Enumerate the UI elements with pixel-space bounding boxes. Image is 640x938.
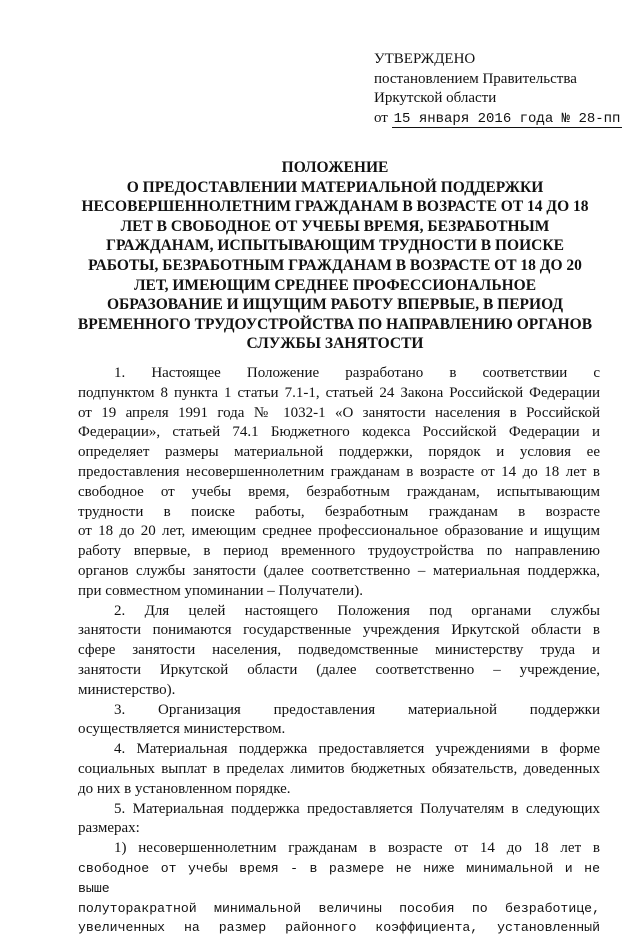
title-line: О ПРЕДОСТАВЛЕНИИ МАТЕРИАЛЬНОЙ ПОДДЕРЖКИ	[126, 178, 544, 196]
body-line: 1) несовершеннолетним гражданам в возрасте от 14 до 18 лет в	[114, 840, 600, 857]
title-line: ЛЕТ, ИМЕЮЩИМ СРЕДНЕЕ ПРОФЕССИОНАЛЬНОЕ	[133, 276, 537, 294]
body-line: социальных выплат в пределах лимитов бюджетных обязательств, доведенных	[78, 760, 600, 777]
body-line: Федерации», статьей 74.1 Бюджетного кодекса Российской Федерации и	[78, 424, 600, 441]
title-line: РАБОТЫ, БЕЗРАБОТНЫМ ГРАЖДАНАМ В ВОЗРАСТЕ ОТ 18 ДО 20	[88, 256, 582, 274]
body-line: полуторакратной минимальной величины пособия по безработице,	[78, 900, 600, 916]
body-line: до них в установленном порядке.	[78, 780, 291, 797]
body-line: сфере занятости населения, подведомственные министерству труда и	[78, 642, 600, 659]
document-body	[78, 364, 600, 938]
body-line: 4. Материальная поддержка предоставляется учреждениями в форме	[114, 741, 600, 758]
body-line: органов службы занятости (далее соответственно – материальная поддержка,	[78, 562, 600, 579]
body-line: осуществляется министерством.	[78, 721, 286, 738]
body-line: от 19 апреля 1991 года № 1032-1 «О занятости населения в Российской	[78, 404, 600, 421]
body-line: размерах:	[78, 820, 140, 837]
approval-date-line	[374, 109, 622, 130]
title-line: ПОЛОЖЕНИЕ	[281, 159, 389, 176]
title-line: ОБРАЗОВАНИЕ И ИЩУЩИМ РАБОТУ ВПЕРВЫЕ, В ПЕРИОД	[106, 296, 564, 314]
body-line: подпунктом 8 пункта 1 статьи 7.1-1, статьей 24 Закона Российской Федерации	[78, 384, 600, 401]
body-line: 2. Для целей настоящего Положения под органами службы	[114, 602, 600, 619]
body-line: занятости Иркутской области (далее соответственно – учреждение,	[78, 661, 600, 678]
body-line: занятости понимаются государственные учреждения Иркутской области в	[78, 622, 600, 639]
body-line: министерство).	[78, 681, 176, 698]
approval-word: УТВЕРЖДЕНО	[374, 51, 476, 67]
body-line: при совместном упоминании – Получатели).	[78, 582, 363, 599]
title-line: СЛУЖБЫ ЗАНЯТОСТИ	[246, 335, 424, 353]
title-line: ВРЕМЕННОГО ТРУДОУСТРОЙСТВА ПО НАПРАВЛЕНИЮ ОРГАНОВ	[77, 315, 593, 333]
body-line: определяет размеры материальной поддержки, порядок и условия ее	[78, 444, 600, 461]
body-line: 1. Настоящее Положение разработано в соответствии с	[114, 365, 600, 381]
body-line: 5. Материальная поддержка предоставляется Получателям в следующих	[114, 800, 600, 817]
approval-date-value: 15 января 2016 года № 28-пп	[393, 110, 621, 127]
body-line: увеличенных на размер районного коэффициента, установленный	[78, 920, 600, 936]
title-line: НЕСОВЕРШЕННОЛЕТНИМ ГРАЖДАНАМ В ВОЗРАСТЕ ОТ 14 ДО 18	[81, 198, 589, 216]
approval-region: Иркутской области	[374, 90, 497, 106]
body-line: от 18 до 20 лет, имеющим среднее профессиональное образование и ищущим	[78, 523, 600, 540]
body-line: свободное от учебы время - в размере не ниже минимальной и не выше	[78, 860, 600, 896]
document-title	[70, 158, 600, 354]
approval-authority: постановлением Правительства	[374, 70, 577, 87]
approval-date-prefix: от	[374, 109, 388, 126]
title-line: ЛЕТ В СВОБОДНОЕ ОТ УЧЕБЫ ВРЕМЯ, БЕЗРАБОТНЫМ	[120, 217, 550, 235]
body-line: работу впервые, в период временного трудоустройства по направлению	[78, 543, 600, 560]
title-line: ГРАЖДАНАМ, ИСПЫТЫВАЮЩИМ ТРУДНОСТИ В ПОИСКЕ	[106, 237, 564, 255]
approval-stamp	[374, 50, 622, 129]
body-line: 3. Организация предоставления материальной поддержки	[114, 701, 600, 718]
body-line: трудности в поиске работы, безработным гражданам в возрасте	[78, 503, 600, 520]
body-line: свободное от учебы время, безработным гражданам, испытывающим	[78, 483, 600, 500]
body-line: предоставления несовершеннолетним гражданам в возрасте от 14 до 18 лет в	[78, 463, 600, 480]
